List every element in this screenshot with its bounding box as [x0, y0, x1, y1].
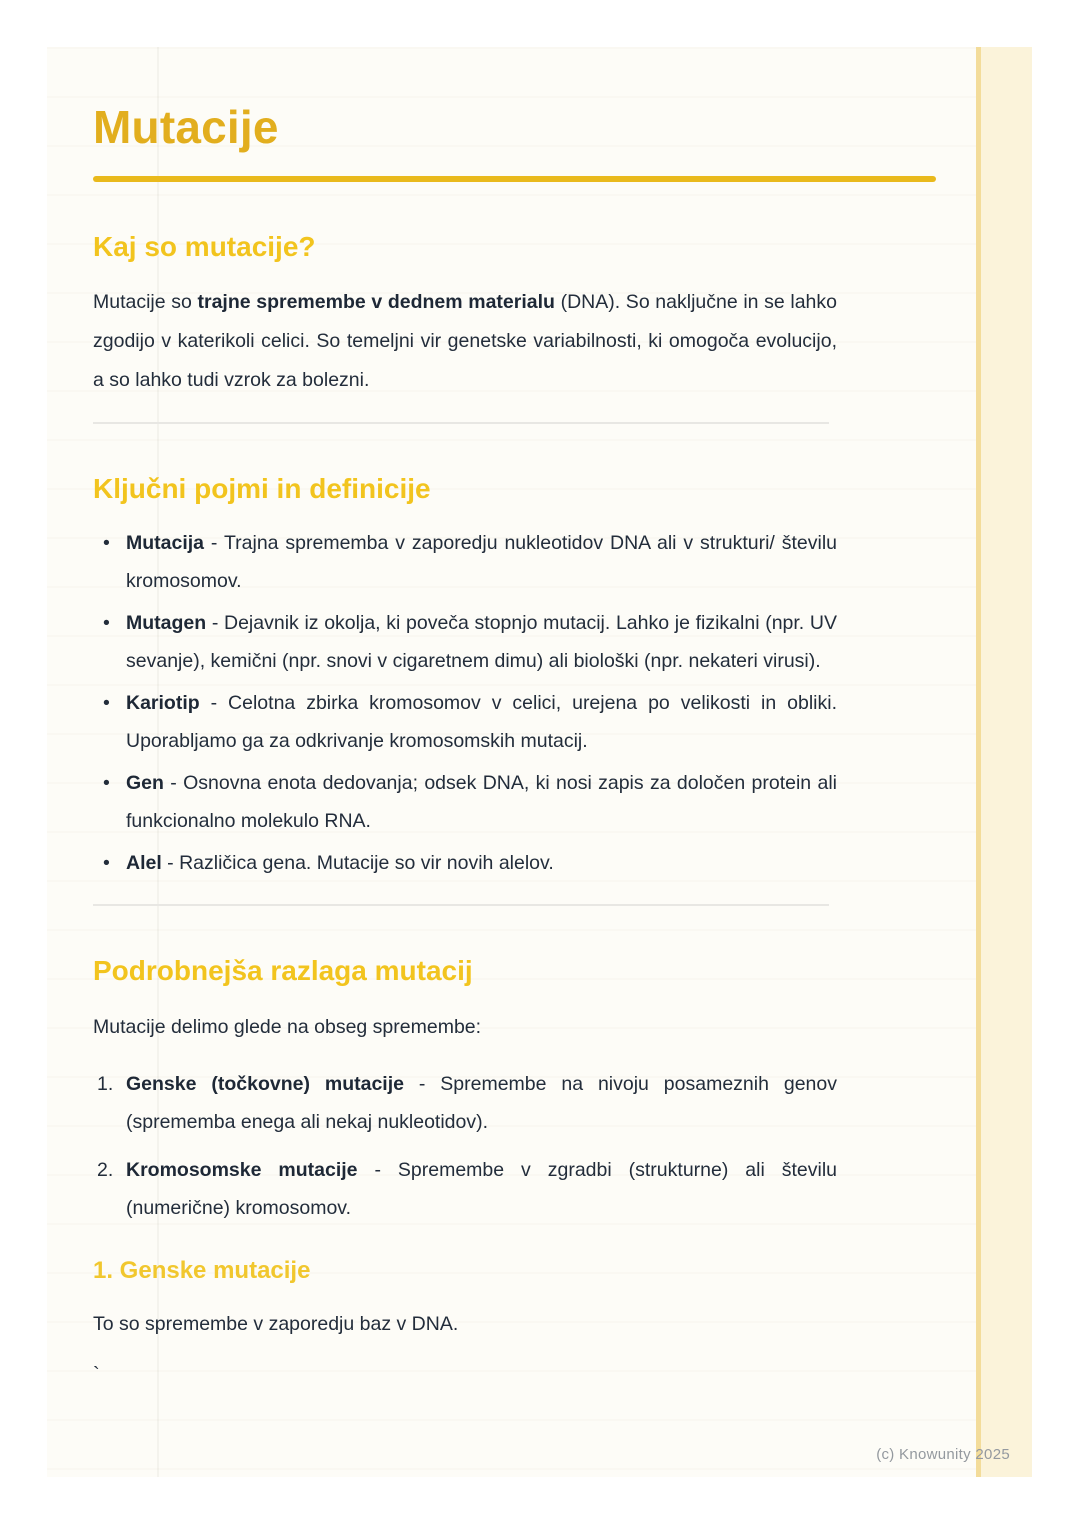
numbered-list-item — [93, 1151, 837, 1227]
item-number: 2. — [97, 1158, 114, 1181]
term-list-item — [93, 604, 837, 680]
section-divider — [93, 422, 829, 424]
term-definition: - Osnovna enota dedovanja; odsek DNA, ki nosi zapis za določen protein ali funkcionalno molekulo RNA. — [126, 772, 837, 833]
term-definition: - Trajna sprememba v zaporedju nukleotidov DNA ali v strukturi/ številu kromosomov. — [126, 532, 837, 593]
term-list-item — [93, 764, 837, 840]
type-name: Genske (točkovne) mutacije — [126, 1072, 404, 1095]
item-number: 1. — [97, 1072, 114, 1095]
subsection-heading-gene-mutations: 1. Genske mutacije — [93, 1256, 311, 1284]
page-content — [93, 47, 936, 1390]
right-accent-stripe — [976, 47, 1032, 1477]
intro-paragraph: Mutacije so trajne spremembe v dednem materialu (DNA). So naključne in se lahko zgodijo v katerikoli celici. So temeljni vir genetske variabilnosti, ki omogoča evolucijo, a so lahko tudi vzrok za bolezni. — [93, 291, 838, 392]
document-page — [47, 47, 1032, 1477]
copyright-footer: (c) Knowunity 2025 — [876, 1446, 1010, 1463]
section-heading-what-are-mutations: Kaj so mutacije? — [93, 230, 316, 262]
title-underline-rule — [93, 176, 936, 182]
bullet-marker: • — [103, 852, 110, 875]
type-name: Kromosomske mutacije — [126, 1158, 358, 1181]
term-list-item — [93, 844, 837, 882]
section-divider — [93, 904, 829, 906]
bullet-marker: • — [103, 612, 110, 635]
key-terms-list — [93, 524, 837, 882]
type-definition: - Spremembe v zgradbi (strukturne) ali številu (numerične) kromosomov. — [126, 1158, 838, 1219]
bullet-marker: • — [103, 532, 110, 555]
bullet-marker: • — [103, 772, 110, 795]
bullet-marker: • — [103, 692, 110, 715]
numbered-list-item — [93, 1065, 837, 1141]
term-definition: - Celotna zbirka kromosomov v celici, urejena po velikosti in obliki. Uporabljamo ga za odkrivanje kromosomskih mutacij. — [126, 692, 837, 753]
stray-backtick-character: ` — [93, 1364, 100, 1387]
classification-intro-paragraph: Mutacije delimo glede na obseg spremembe: — [93, 1015, 482, 1038]
term-definition: - Različica gena. Mutacije so vir novih alelov. — [161, 852, 554, 875]
gene-mutations-paragraph: To so spremembe v zaporedju baz v DNA. — [93, 1313, 459, 1336]
mutation-types-list — [93, 1065, 837, 1227]
term-name: Mutacija — [126, 532, 205, 555]
term-name: Kariotip — [126, 692, 200, 715]
term-list-item — [93, 684, 837, 760]
term-name: Alel — [126, 852, 162, 875]
section-heading-key-terms: Ključni pojmi in definicije — [93, 473, 431, 505]
page-title: Mutacije — [93, 101, 279, 153]
term-name: Mutagen — [126, 612, 207, 635]
section-heading-detailed-explanation: Podrobnejša razlaga mutacij — [93, 955, 473, 987]
term-definition: - Dejavnik iz okolja, ki poveča stopnjo mutacij. Lahko je fizikalni (npr. UV sevanje), kemični (npr. snovi v cigaretnem dimu) ali biološki (npr. nekateri virusi). — [126, 612, 837, 673]
term-list-item — [93, 524, 837, 600]
type-definition: - Spremembe na nivoju posameznih genov (sprememba enega ali nekaj nukleotidov). — [126, 1072, 837, 1133]
term-name: Gen — [126, 772, 164, 795]
